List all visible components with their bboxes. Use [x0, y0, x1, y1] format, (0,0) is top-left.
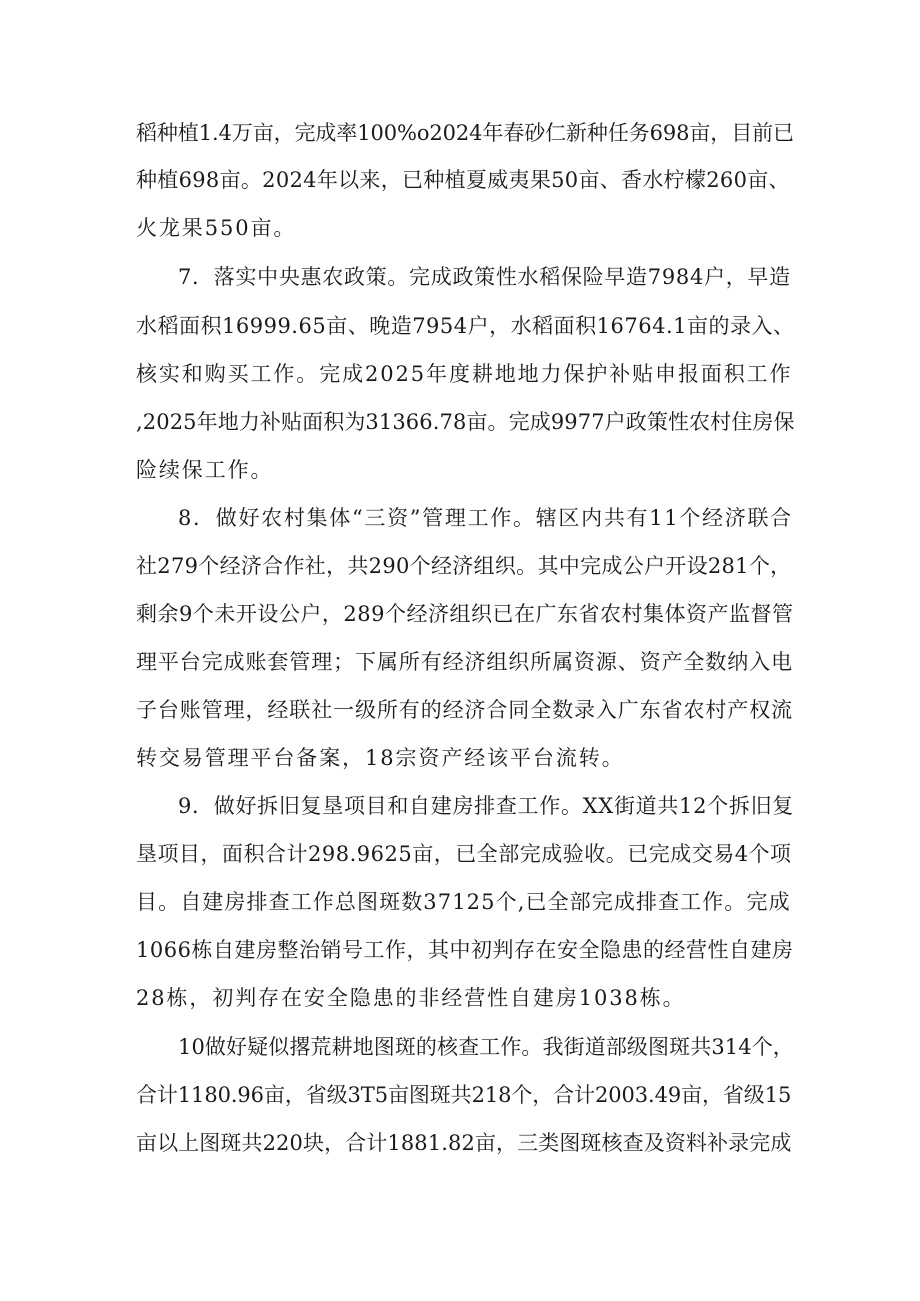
text-line: 社279个经济合作社，共290个经济组织。其中完成公户开设281个， [136, 554, 792, 578]
text-line: 理平台完成账套管理；下属所有经济组织所属资源、资产全数纳入电 [136, 650, 793, 674]
text-line: 种植698亩。2024年以来，已种植夏威夷果50亩、香水柠檬260亩、 [136, 168, 790, 192]
text-line: ,2025年地力补贴面积为31366.78亩。完成9977户政策性农村住房保 [136, 410, 795, 434]
text-line: 10做好疑似撂荒耕地图斑的核查工作。我街道部级图斑共314个， [178, 1035, 794, 1059]
text-line: 核实和购买工作。完成2025年度耕地地力保护补贴申报面积工作 [136, 362, 793, 386]
text-line: 转交易管理平台备案，18宗资产经该平台流转。 [136, 746, 625, 770]
text-line: 8．做好农村集体“三资”管理工作。辖区内共有11个经济联合 [178, 506, 793, 530]
text-line: 垦项目，面积合计298.9625亩，已全部完成验收。已完成交易4个项 [136, 842, 792, 866]
text-line: 火龙果550亩。 [136, 216, 297, 240]
text-line: 子台账管理，经联社一级所有的经济合同全数录入广东省农村产权流 [136, 698, 793, 722]
text-line: 目。自建房排查工作总图斑数37125个,已全部完成排查工作。完成 [136, 890, 791, 914]
text-line: 亩以上图斑共220块，合计1881.82亩，三类图斑核查及资料补录完成 [136, 1131, 792, 1155]
text-line: 稻种植1.4万亩，完成率100%o2024年春砂仁新种任务698亩，目前已 [136, 121, 794, 145]
text-line: 合计1180.96亩，省级3T5亩图斑共218个，合计2003.49亩，省级15 [136, 1083, 792, 1107]
text-line: 水稻面积16999.65亩、晚造7954户，水稻面积16764.1亩的录入、 [136, 314, 795, 338]
text-line: 28栋，初判存在安全隐患的非经营性自建房1038栋。 [136, 986, 686, 1010]
text-line: 险续保工作。 [136, 458, 274, 482]
text-line: 1066栋自建房整治销号工作，其中初判存在安全隐患的经营性自建房 [136, 938, 794, 962]
text-line: 9．做好拆旧复垦项目和自建房排查工作。XX街道共12个拆旧复 [178, 794, 794, 818]
text-line: 剩余9个未开设公户，289个经济组织已在广东省农村集体资产监督管 [136, 602, 794, 626]
text-line: 7．落实中央惠农政策。完成政策性水稻保险早造7984户，早造 [178, 265, 791, 289]
